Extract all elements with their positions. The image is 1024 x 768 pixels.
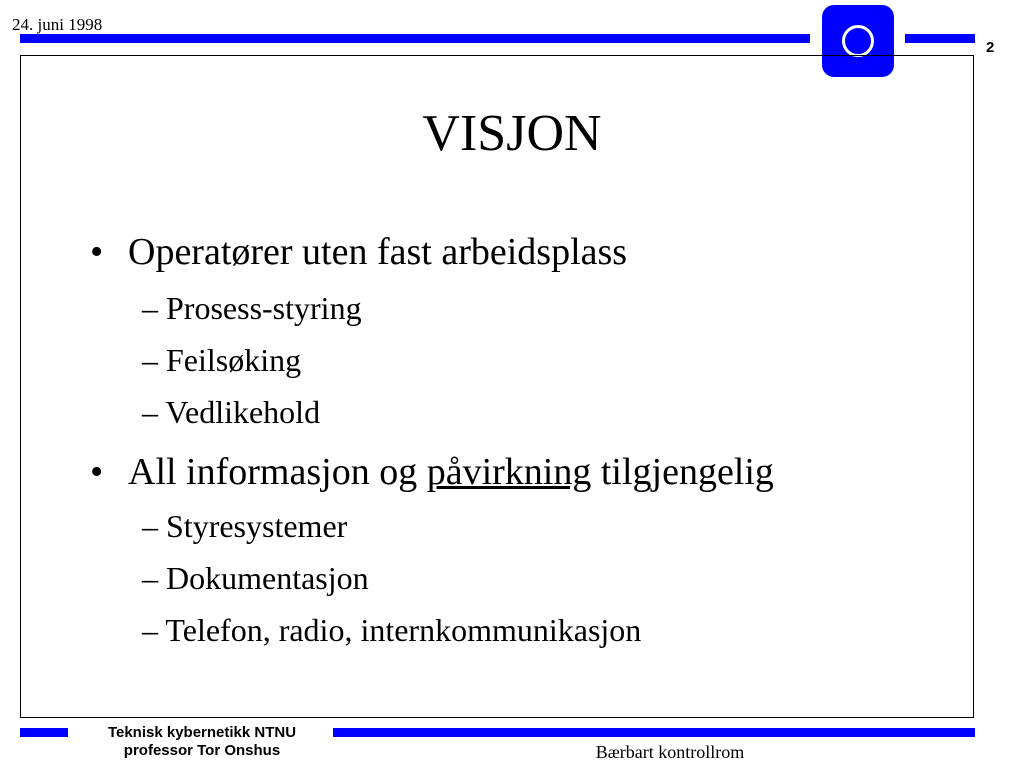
footer-org-line2: professor Tor Onshus bbox=[123, 742, 281, 759]
sub-bullet-item: – Dokumentasjon bbox=[142, 560, 369, 596]
footer-org-line1: Teknisk kybernetikk NTNU bbox=[107, 724, 297, 741]
logo-ring bbox=[842, 25, 874, 57]
footer-org bbox=[82, 724, 322, 760]
bullet-text-underlined: påvirkning bbox=[426, 451, 592, 493]
sub-bullet-item: – Telefon, radio, internkommunikasjon bbox=[142, 612, 642, 648]
bullet-text: Operatører uten fast arbeidsplass bbox=[128, 231, 628, 273]
date-label: 24. juni 1998 bbox=[12, 15, 103, 34]
header-bar-right bbox=[905, 34, 975, 43]
sub-bullet-item: – Styresystemer bbox=[142, 508, 348, 544]
page-number: 2 bbox=[986, 39, 995, 56]
sub-bullet-item: – Feilsøking bbox=[142, 342, 302, 378]
bullet-item bbox=[90, 450, 774, 494]
header-bar-left bbox=[20, 34, 810, 43]
bullet-text-after: tilgjengelig bbox=[591, 451, 774, 493]
sub-bullet-item: – Prosess-styring bbox=[142, 290, 362, 326]
bullet-item bbox=[90, 230, 627, 274]
sub-bullet-item: – Vedlikehold bbox=[142, 394, 321, 430]
footer-bar-right bbox=[333, 728, 975, 737]
bullet-marker: • bbox=[90, 231, 104, 273]
footer-bar-left bbox=[20, 728, 68, 737]
bullet-text-before: All informasjon og bbox=[128, 451, 427, 493]
footer-slide-topic: Bærbart kontrollrom bbox=[595, 742, 745, 762]
bullet-marker: • bbox=[90, 451, 104, 493]
slide-title: VISJON bbox=[422, 105, 602, 162]
